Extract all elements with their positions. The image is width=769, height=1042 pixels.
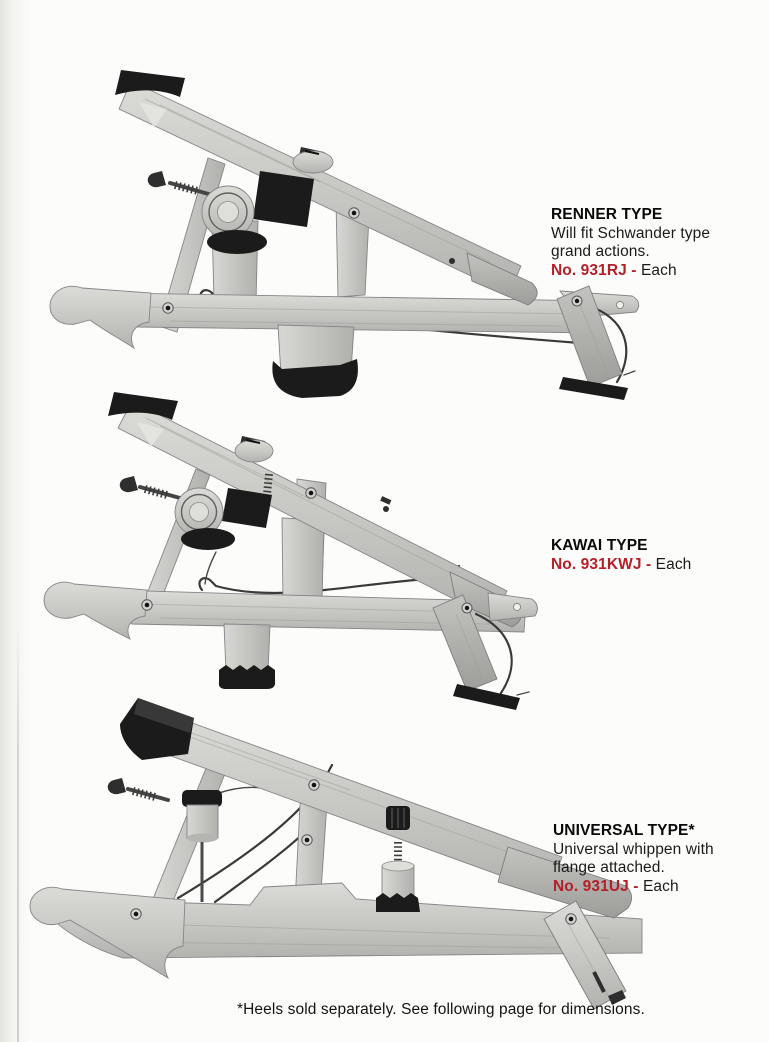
left-hook [30, 887, 185, 978]
part-number: No. 931KWJ - [551, 555, 652, 573]
product-description-line: grand actions. [551, 243, 650, 260]
part-number: No. 931RJ - [551, 261, 637, 279]
universal-text-block [553, 822, 714, 896]
product-description-line: flange attached. [553, 859, 665, 876]
lever-top-button [235, 436, 273, 462]
heel [219, 624, 275, 689]
price-unit: Each [640, 261, 677, 279]
product-name: RENNER TYPE [551, 206, 663, 223]
product-part-line [551, 556, 691, 575]
footer-note: *Heels sold separately. See following page for dimensions. [237, 1001, 645, 1018]
kawai-text-block [551, 537, 691, 574]
product-name: KAWAI TYPE [551, 537, 648, 554]
jack-post [282, 518, 324, 602]
product-description-line: Will fit Schwander type [551, 224, 711, 242]
product-part-line [551, 262, 710, 281]
product-part-line [553, 878, 714, 897]
drum-felt-collar [207, 230, 267, 254]
product-description-line: Universal whippen with [553, 840, 714, 858]
drum-felt-collar [181, 528, 235, 550]
felt-bracket [222, 488, 272, 528]
left-hook [50, 286, 151, 348]
left-hook [44, 582, 147, 639]
felt-bracket [253, 171, 314, 227]
capstan-felt [376, 893, 420, 912]
product-name: UNIVERSAL TYPE* [553, 822, 695, 839]
knob-felt-top [182, 790, 222, 807]
price-unit: Each [655, 555, 692, 573]
part-number: No. 931UJ - [553, 877, 639, 895]
price-unit: Each [642, 877, 679, 895]
lever-top-button [293, 147, 333, 173]
regulating-assembly [148, 171, 314, 254]
renner-text-block [551, 206, 710, 280]
